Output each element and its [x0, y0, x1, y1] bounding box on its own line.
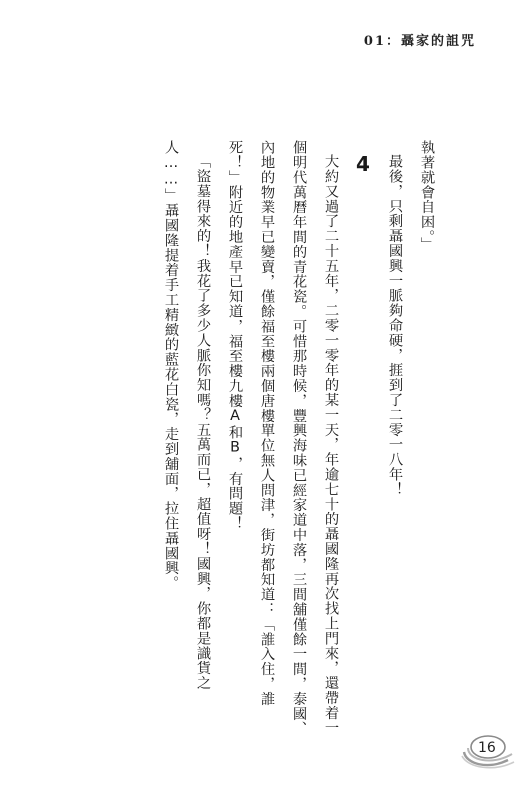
page-number-badge: [458, 730, 518, 770]
chapter-header: 01：聶家的詛咒: [363, 34, 476, 49]
page-number: 16: [478, 740, 496, 756]
paragraph: 大約又過了二十五年，二零一零年的某一天，年逾七十的聶國隆再次找上門來，還帶着一個明代萬曆年間的青花瓷。可惜那時候，豐興海味已經家道中落，三間舖僅餘一間，泰國、內地的物業早已變賣，僅餘福至樓兩個唐樓單位無人問津，街坊都知道：「誰入住，誰死！」附近的地產早已知道，福至樓九樓A和B，有問題！: [227, 140, 339, 736]
body-text: [63, 140, 443, 740]
section-number: 4: [351, 152, 375, 177]
paragraph: 執著就會自困。」: [419, 140, 435, 253]
paragraph: 最後，只剩聶國興一脈夠命硬，捱到了二零一八年！: [387, 154, 403, 497]
paragraph: 「盜墓得來的！我花了多少人脈你知嗎？五萬而已，超值呀！國興，你都是識貨之人……」聶國隆提着手工精緻的藍花白瓷，走到舖面，拉住聶國興。: [163, 140, 211, 691]
